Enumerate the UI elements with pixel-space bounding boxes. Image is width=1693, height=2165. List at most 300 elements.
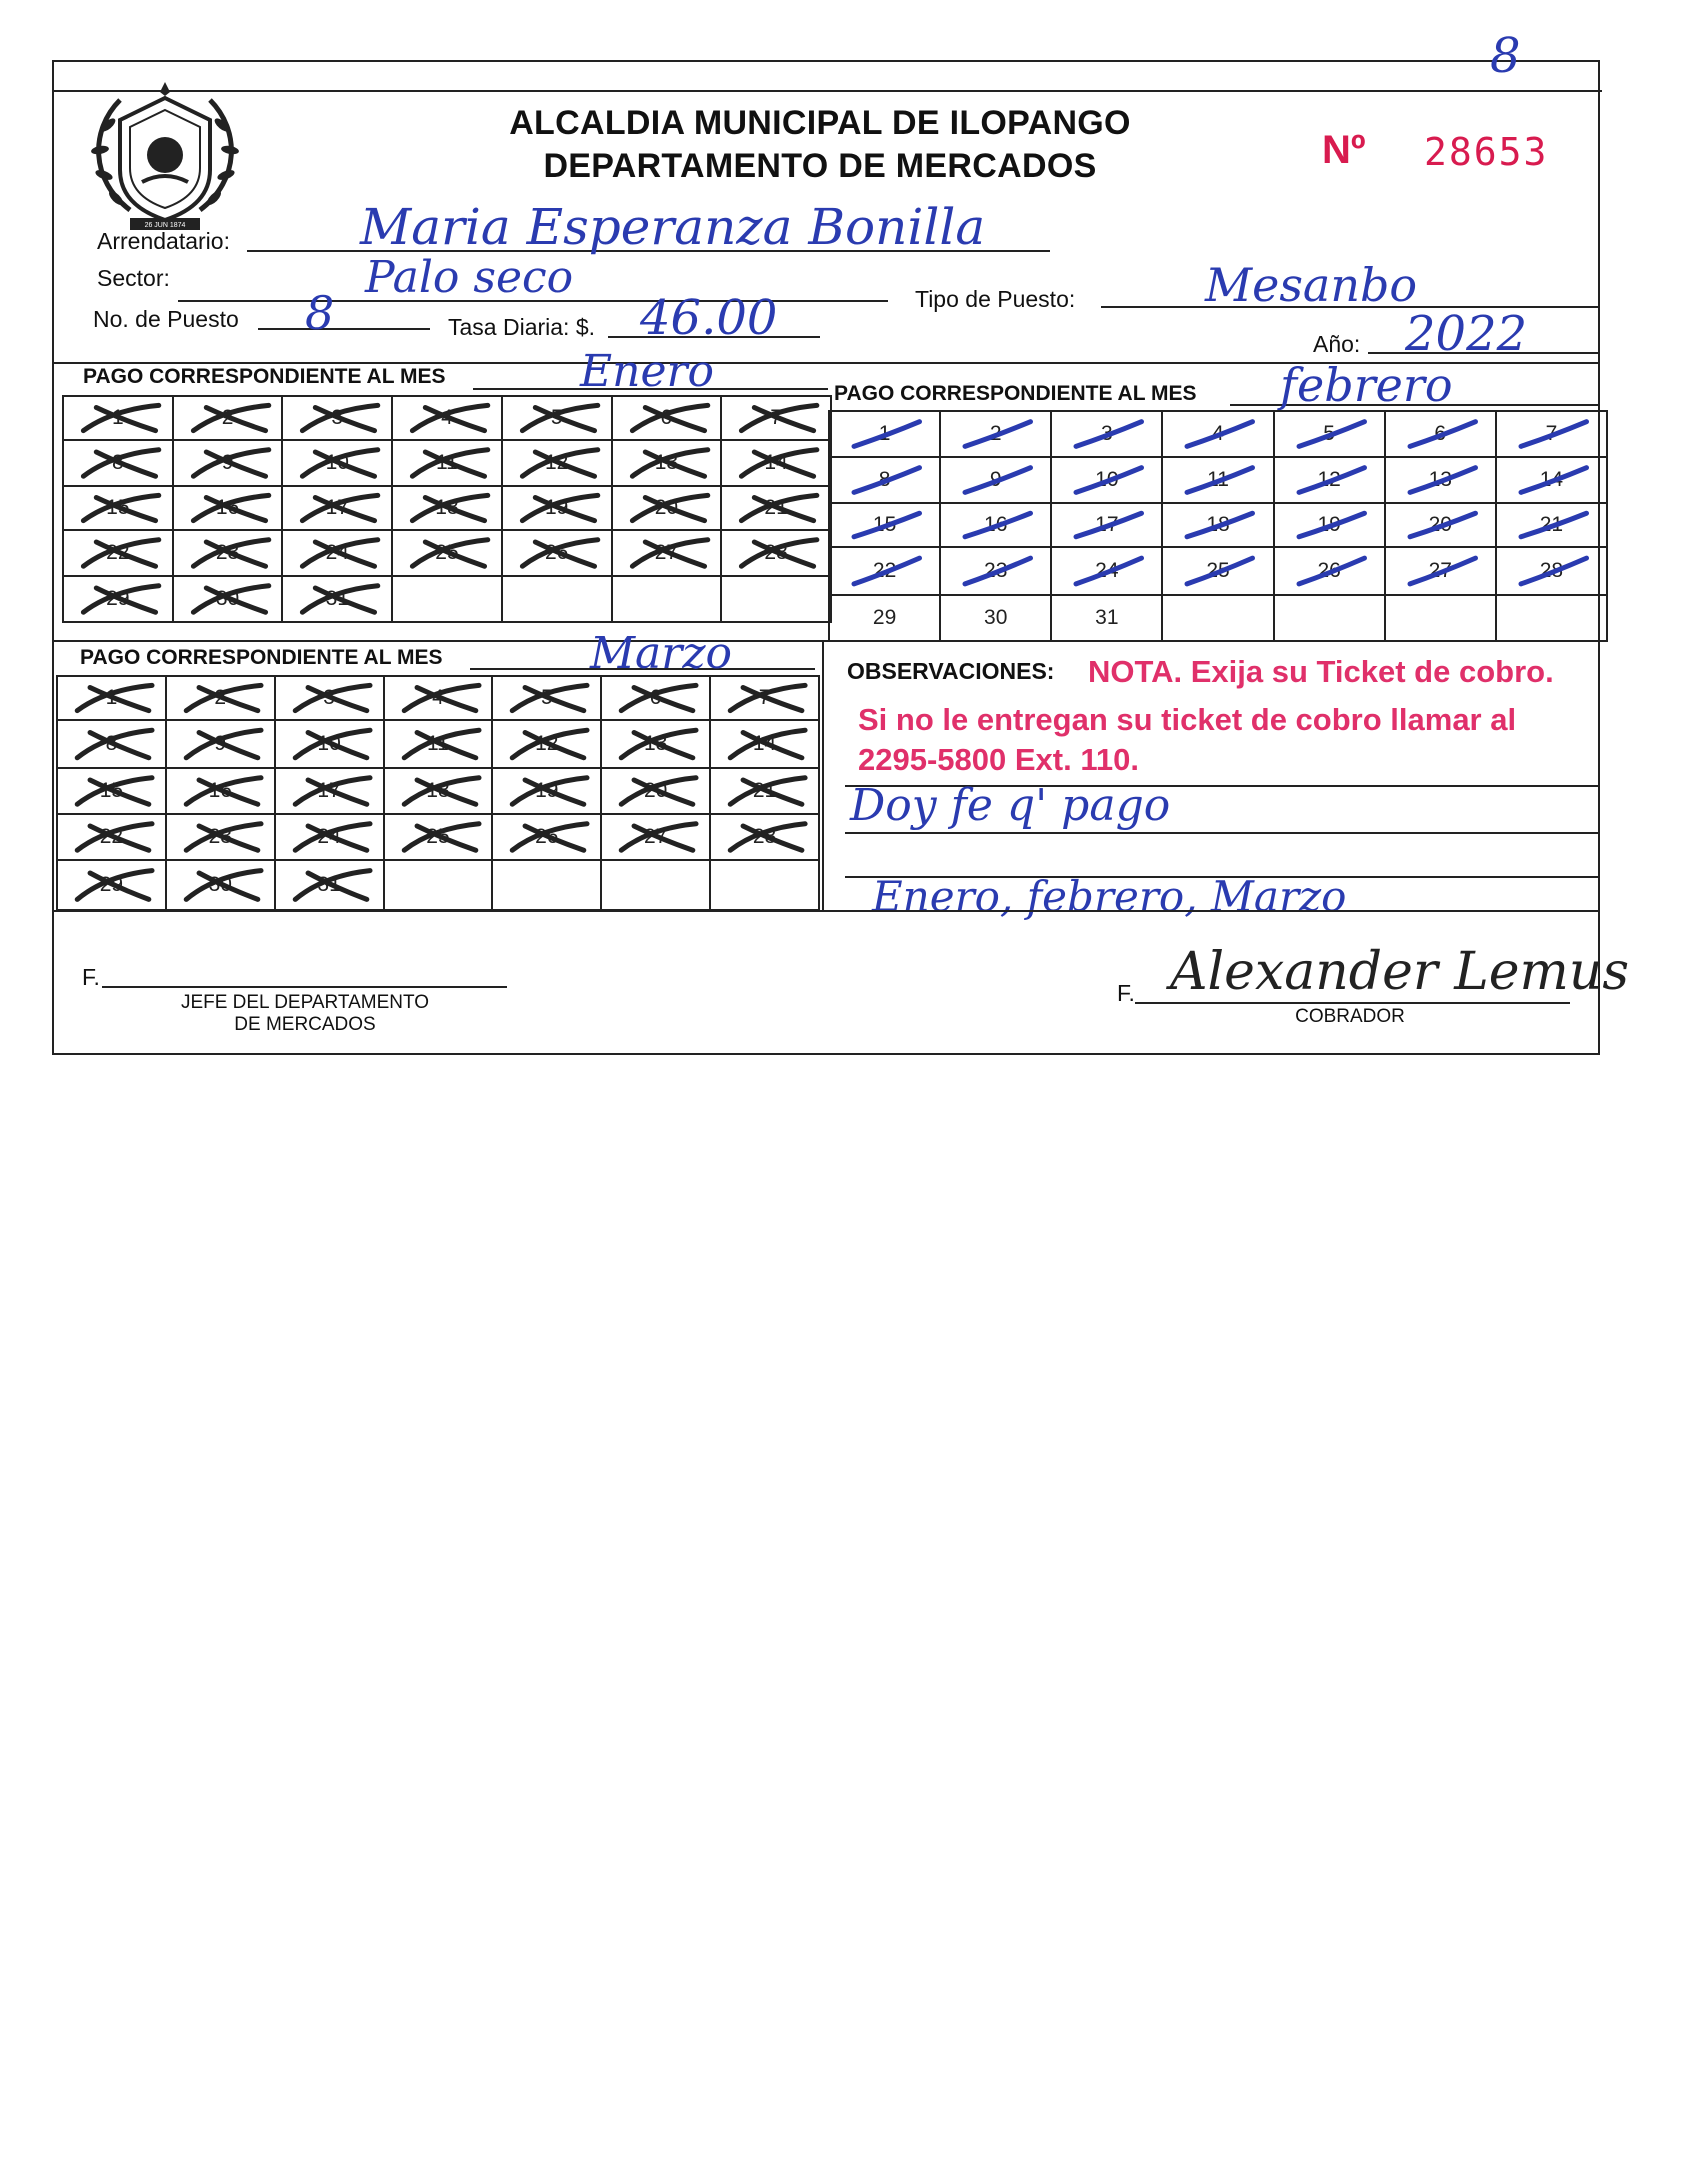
enero-day-number: 8 — [112, 451, 124, 474]
febrero-day-cell — [1051, 457, 1162, 503]
marzo-day-cell — [275, 720, 384, 768]
enero-day-number: 4 — [441, 406, 453, 429]
checkmark-strike-icon — [1163, 458, 1272, 502]
enero-day-cell — [173, 440, 283, 486]
checkmark-strike-icon — [941, 412, 1050, 456]
enero-grid-row — [63, 396, 831, 440]
sector-label: Sector: — [97, 265, 170, 291]
febrero-days-grid — [828, 410, 1608, 642]
marzo-day-cell — [275, 814, 384, 860]
marzo-day-cell — [492, 676, 601, 720]
checkmark-strike-icon — [503, 441, 611, 485]
enero-grid-row — [63, 440, 831, 486]
marzo-day-number: 22 — [99, 825, 124, 848]
checkmark-strike-icon — [393, 487, 501, 529]
anio-label: Año: — [1313, 331, 1361, 357]
marzo-day-cell — [275, 860, 384, 910]
febrero-day-cell — [1385, 503, 1496, 547]
marzo-day-cell — [57, 720, 166, 768]
marzo-grid-row — [57, 860, 819, 910]
checkmark-strike-icon — [941, 504, 1050, 546]
checkmark-strike-icon — [1275, 458, 1384, 502]
enero-day-cell — [721, 440, 831, 486]
checkmark-strike-icon — [1497, 548, 1606, 594]
enero-day-cell — [392, 486, 502, 530]
febrero-day-number: 19 — [1317, 513, 1341, 536]
marzo-day-number: 28 — [752, 825, 777, 848]
enero-day-number: 20 — [654, 496, 679, 519]
checkmark-strike-icon — [58, 721, 165, 767]
febrero-day-number: 28 — [1539, 559, 1564, 582]
febrero-day-number: 29 — [872, 606, 897, 629]
marzo-day-cell — [275, 676, 384, 720]
febrero-day-cell — [940, 411, 1051, 457]
checkmark-strike-icon — [830, 458, 939, 502]
marzo-day-cell — [166, 860, 275, 910]
marzo-day-number: 1 — [105, 686, 118, 709]
febrero-day-number: 12 — [1317, 468, 1341, 491]
marzo-section-title: PAGO CORRESPONDIENTE AL MES — [80, 646, 443, 669]
enero-day-number: 31 — [325, 587, 349, 610]
enero-day-number: 14 — [764, 451, 788, 474]
febrero-day-cell — [1274, 457, 1385, 503]
febrero-day-number: 16 — [984, 513, 1008, 536]
febrero-day-number: 2 — [989, 422, 1002, 445]
checkmark-strike-icon — [1386, 458, 1495, 502]
checkmark-strike-icon — [276, 815, 383, 859]
enero-day-cell — [721, 396, 831, 440]
checkmark-strike-icon — [503, 487, 611, 529]
checkmark-strike-icon — [58, 861, 165, 909]
enero-grid-row — [63, 486, 831, 530]
enero-day-number: 12 — [544, 451, 569, 474]
enero-day-cell — [282, 530, 392, 576]
febrero-grid-row — [829, 503, 1607, 547]
checkmark-strike-icon — [602, 815, 709, 859]
checkmark-strike-icon — [602, 721, 709, 767]
marzo-value: Marzo — [590, 628, 732, 679]
febrero-day-number: 18 — [1206, 513, 1230, 536]
checkmark-strike-icon — [385, 769, 492, 813]
checkmark-strike-icon — [722, 397, 830, 439]
febrero-day-number: 24 — [1095, 559, 1119, 582]
marzo-day-cell — [57, 814, 166, 860]
febrero-grid-row — [829, 547, 1607, 595]
marzo-grid-row — [57, 720, 819, 768]
cobrador-signature-prefix: F. — [1117, 980, 1135, 1006]
febrero-day-number: 13 — [1428, 468, 1452, 491]
checkmark-strike-icon — [174, 531, 282, 575]
marzo-day-cell — [166, 676, 275, 720]
marzo-day-cell — [384, 860, 493, 910]
marzo-day-number: 31 — [317, 873, 341, 896]
enero-day-number: 16 — [215, 496, 240, 519]
checkmark-strike-icon — [1497, 458, 1606, 502]
cobrador-signature: Alexander Lemus — [1170, 942, 1630, 1002]
marzo-day-number: 17 — [317, 779, 341, 802]
marzo-day-number: 11 — [427, 732, 449, 755]
checkmark-strike-icon — [722, 441, 830, 485]
febrero-day-number: 1 — [878, 422, 891, 445]
febrero-day-cell — [1274, 503, 1385, 547]
febrero-value: febrero — [1280, 358, 1453, 412]
enero-day-cell — [392, 530, 502, 576]
checkmark-strike-icon — [613, 397, 721, 439]
febrero-day-number: 4 — [1212, 422, 1224, 445]
marzo-day-number: 27 — [643, 825, 668, 848]
checkmark-strike-icon — [493, 769, 600, 813]
checkmark-strike-icon — [58, 677, 165, 719]
puesto-label: No. de Puesto — [93, 306, 239, 332]
febrero-day-cell — [1162, 457, 1273, 503]
checkmark-strike-icon — [1275, 548, 1384, 594]
febrero-day-cell — [1162, 547, 1273, 595]
marzo-day-number: 18 — [426, 779, 450, 802]
marzo-day-number: 8 — [105, 732, 118, 755]
tipo-puesto-value: Mesanbo — [1205, 258, 1418, 312]
checkmark-strike-icon — [276, 769, 383, 813]
enero-day-number: 7 — [770, 406, 782, 429]
enero-day-cell — [173, 576, 283, 622]
marzo-day-cell — [710, 768, 819, 814]
febrero-day-cell — [829, 457, 940, 503]
enero-days-grid — [62, 395, 832, 623]
enero-day-number: 9 — [221, 451, 234, 474]
checkmark-strike-icon — [1163, 412, 1272, 456]
febrero-day-cell — [1274, 411, 1385, 457]
enero-day-cell — [173, 530, 283, 576]
febrero-day-cell — [829, 595, 940, 641]
febrero-day-number: 25 — [1206, 559, 1230, 582]
checkmark-strike-icon — [393, 531, 501, 575]
febrero-day-cell — [940, 457, 1051, 503]
checkmark-strike-icon — [1052, 458, 1161, 502]
febrero-day-number: 9 — [989, 468, 1002, 491]
marzo-day-number: 9 — [214, 732, 227, 755]
febrero-section-title: PAGO CORRESPONDIENTE AL MES — [834, 382, 1197, 405]
febrero-day-number: 20 — [1428, 513, 1452, 536]
febrero-day-number: 3 — [1101, 422, 1113, 445]
marzo-day-number: 26 — [535, 825, 559, 848]
marzo-day-cell — [601, 768, 710, 814]
febrero-day-cell — [1496, 457, 1607, 503]
checkmark-strike-icon — [167, 815, 274, 859]
checkmark-strike-icon — [493, 721, 600, 767]
checkmark-strike-icon — [174, 577, 282, 621]
marzo-day-number: 2 — [214, 686, 227, 709]
checkmark-strike-icon — [613, 531, 721, 575]
febrero-day-cell — [829, 411, 940, 457]
marzo-day-cell — [57, 676, 166, 720]
obs-vertical-divider — [822, 640, 824, 910]
checkmark-strike-icon — [64, 577, 172, 621]
febrero-day-number: 26 — [1317, 559, 1341, 582]
enero-grid-row — [63, 576, 831, 622]
marzo-day-cell — [601, 860, 710, 910]
febrero-day-number: 22 — [872, 559, 897, 582]
checkmark-strike-icon — [1275, 412, 1384, 456]
enero-day-cell — [392, 396, 502, 440]
febrero-day-cell — [1385, 411, 1496, 457]
enero-day-number: 24 — [325, 541, 349, 564]
enero-value: Enero — [580, 346, 715, 397]
enero-day-cell — [502, 530, 612, 576]
enero-day-cell — [502, 440, 612, 486]
jefe-label-2: DE MERCADOS — [234, 1014, 376, 1035]
checkmark-strike-icon — [174, 441, 282, 485]
marzo-day-cell — [710, 860, 819, 910]
checkmark-strike-icon — [503, 531, 611, 575]
checkmark-strike-icon — [711, 769, 818, 813]
enero-day-cell — [63, 530, 173, 576]
enero-day-number: 5 — [550, 406, 563, 429]
ticket-number: 28653 — [1424, 130, 1549, 174]
tipo-puesto-label: Tipo de Puesto: — [915, 286, 1076, 312]
febrero-grid-row — [829, 411, 1607, 457]
marzo-days-grid — [56, 675, 820, 911]
checkmark-strike-icon — [64, 531, 172, 575]
enero-day-cell — [721, 576, 831, 622]
febrero-day-cell — [1274, 595, 1385, 641]
enero-day-number: 17 — [325, 496, 349, 519]
checkmark-strike-icon — [167, 721, 274, 767]
febrero-grid-row — [829, 457, 1607, 503]
febrero-day-cell — [1496, 595, 1607, 641]
enero-day-number: 25 — [435, 541, 459, 564]
corner-handwritten-mark: 8 — [1490, 28, 1521, 84]
checkmark-strike-icon — [1052, 548, 1161, 594]
checkmark-strike-icon — [711, 677, 818, 719]
enero-day-cell — [282, 486, 392, 530]
checkmark-strike-icon — [393, 397, 501, 439]
checkmark-strike-icon — [167, 769, 274, 813]
municipal-crest-icon — [80, 70, 250, 240]
checkmark-strike-icon — [1497, 412, 1606, 456]
marzo-day-cell — [492, 814, 601, 860]
febrero-day-number: 8 — [878, 468, 891, 491]
checkmark-strike-icon — [1497, 504, 1606, 546]
marzo-day-number: 14 — [752, 732, 777, 755]
checkmark-strike-icon — [711, 815, 818, 859]
febrero-day-cell — [1162, 411, 1273, 457]
cobrador-signature-line — [1135, 1002, 1570, 1004]
enero-day-cell — [612, 530, 722, 576]
enero-day-cell — [612, 396, 722, 440]
mid-divider — [52, 640, 1600, 642]
enero-day-cell — [721, 530, 831, 576]
enero-day-cell — [282, 440, 392, 486]
top-rule — [54, 90, 1602, 92]
nota-line-2: Si no le entregan su ticket de cobro llamar al — [858, 702, 1517, 737]
enero-day-cell — [63, 576, 173, 622]
checkmark-strike-icon — [722, 487, 830, 529]
checkmark-strike-icon — [613, 487, 721, 529]
febrero-day-number: 11 — [1207, 468, 1229, 491]
checkmark-strike-icon — [722, 531, 830, 575]
enero-day-number: 19 — [544, 496, 569, 519]
checkmark-strike-icon — [385, 677, 492, 719]
febrero-day-cell — [940, 503, 1051, 547]
marzo-day-number: 16 — [208, 779, 232, 802]
marzo-day-cell — [384, 814, 493, 860]
enero-day-number: 10 — [325, 451, 349, 474]
marzo-day-cell — [710, 720, 819, 768]
enero-day-number: 21 — [764, 496, 788, 519]
checkmark-strike-icon — [385, 815, 492, 859]
checkmark-strike-icon — [1275, 504, 1384, 546]
checkmark-strike-icon — [1386, 412, 1495, 456]
enero-day-cell — [63, 440, 173, 486]
marzo-day-cell — [710, 676, 819, 720]
marzo-day-number: 30 — [208, 873, 232, 896]
marzo-day-cell — [275, 768, 384, 814]
marzo-day-number: 15 — [99, 779, 124, 802]
checkmark-strike-icon — [64, 487, 172, 529]
enero-day-number: 11 — [436, 451, 458, 474]
marzo-day-number: 23 — [208, 825, 232, 848]
enero-day-cell — [502, 486, 612, 530]
checkmark-strike-icon — [602, 769, 709, 813]
enero-day-cell — [612, 576, 722, 622]
checkmark-strike-icon — [276, 677, 383, 719]
enero-section-title: PAGO CORRESPONDIENTE AL MES — [83, 365, 446, 388]
enero-day-cell — [282, 396, 392, 440]
checkmark-strike-icon — [830, 548, 939, 594]
enero-day-cell — [173, 396, 283, 440]
crest-date: 26 JUN 1874 — [144, 222, 186, 229]
checkmark-strike-icon — [167, 677, 274, 719]
puesto-value: 8 — [305, 286, 335, 340]
nota-line-3: 2295-5800 Ext. 110. — [858, 742, 1139, 777]
checkmark-strike-icon — [941, 548, 1050, 594]
marzo-day-number: 13 — [643, 732, 668, 755]
febrero-day-cell — [829, 547, 940, 595]
febrero-day-number: 17 — [1095, 513, 1119, 536]
checkmark-strike-icon — [711, 721, 818, 767]
checkmark-strike-icon — [58, 769, 165, 813]
febrero-day-number: 15 — [872, 513, 897, 536]
enero-day-number: 28 — [764, 541, 788, 564]
enero-day-cell — [282, 576, 392, 622]
febrero-day-cell — [1385, 457, 1496, 503]
marzo-day-cell — [384, 720, 493, 768]
marzo-day-cell — [166, 768, 275, 814]
marzo-grid-row — [57, 676, 819, 720]
checkmark-strike-icon — [283, 397, 391, 439]
checkmark-strike-icon — [1386, 548, 1495, 594]
tasa-label: Tasa Diaria: $. — [448, 314, 596, 340]
marzo-day-cell — [384, 768, 493, 814]
marzo-day-cell — [492, 720, 601, 768]
marzo-day-cell — [710, 814, 819, 860]
febrero-day-cell — [1051, 595, 1162, 641]
marzo-day-number: 5 — [540, 686, 553, 709]
enero-day-cell — [502, 576, 612, 622]
marzo-day-cell — [57, 768, 166, 814]
marzo-day-cell — [384, 676, 493, 720]
marzo-day-number: 20 — [643, 779, 668, 802]
enero-day-cell — [721, 486, 831, 530]
febrero-day-number: 10 — [1095, 468, 1119, 491]
checkmark-strike-icon — [393, 441, 501, 485]
febrero-day-cell — [1051, 411, 1162, 457]
marzo-grid-row — [57, 768, 819, 814]
marzo-day-number: 19 — [535, 779, 559, 802]
checkmark-strike-icon — [1386, 504, 1495, 546]
checkmark-strike-icon — [385, 721, 492, 767]
febrero-day-number: 23 — [984, 559, 1008, 582]
checkmark-strike-icon — [64, 397, 172, 439]
checkmark-strike-icon — [174, 487, 282, 529]
febrero-day-number: 14 — [1539, 468, 1564, 491]
checkmark-strike-icon — [283, 531, 391, 575]
febrero-day-cell — [1051, 547, 1162, 595]
marzo-day-number: 21 — [752, 779, 777, 802]
enero-day-cell — [502, 396, 612, 440]
enero-day-number: 6 — [660, 406, 673, 429]
checkmark-strike-icon — [1052, 412, 1161, 456]
signature-divider — [52, 910, 1600, 912]
checkmark-strike-icon — [283, 577, 391, 621]
observaciones-label: OBSERVACIONES: — [847, 658, 1055, 684]
checkmark-strike-icon — [276, 861, 383, 909]
febrero-day-cell — [1162, 595, 1273, 641]
observaciones-handwritten-2: Enero, febrero, Marzo — [872, 872, 1347, 921]
marzo-day-cell — [166, 814, 275, 860]
enero-day-number: 18 — [435, 496, 459, 519]
febrero-day-number: 31 — [1095, 606, 1119, 629]
checkmark-strike-icon — [941, 458, 1050, 502]
arrendatario-value: Maria Esperanza Bonilla — [360, 198, 986, 256]
ticket-number-label: Nº — [1322, 128, 1366, 172]
jefe-label-1: JEFE DEL DEPARTAMENTO — [180, 992, 430, 1013]
febrero-day-number: 27 — [1428, 559, 1452, 582]
febrero-day-cell — [1162, 503, 1273, 547]
marzo-day-cell — [57, 860, 166, 910]
nota-line-1: NOTA. Exija su Ticket de cobro. — [1088, 654, 1554, 689]
observaciones-line-2 — [845, 832, 1600, 834]
checkmark-strike-icon — [167, 861, 274, 909]
checkmark-strike-icon — [613, 441, 721, 485]
marzo-day-number: 10 — [317, 732, 341, 755]
checkmark-strike-icon — [64, 441, 172, 485]
marzo-day-cell — [601, 814, 710, 860]
checkmark-strike-icon — [1163, 504, 1272, 546]
cobrador-label: COBRADOR — [1295, 1006, 1405, 1027]
febrero-day-cell — [1274, 547, 1385, 595]
sector-value: Palo seco — [365, 252, 574, 303]
marzo-grid-row — [57, 814, 819, 860]
checkmark-strike-icon — [58, 815, 165, 859]
anio-value: 2022 — [1405, 306, 1528, 362]
febrero-day-cell — [1051, 503, 1162, 547]
febrero-grid-row — [829, 595, 1607, 641]
checkmark-strike-icon — [1052, 504, 1161, 546]
header-title-line2: DEPARTAMENTO DE MERCADOS — [543, 147, 1097, 185]
enero-day-number: 29 — [106, 587, 130, 610]
febrero-day-cell — [1385, 547, 1496, 595]
checkmark-strike-icon — [602, 677, 709, 719]
febrero-day-number: 30 — [984, 606, 1008, 629]
checkmark-strike-icon — [276, 721, 383, 767]
checkmark-strike-icon — [503, 397, 611, 439]
marzo-day-number: 25 — [426, 825, 450, 848]
febrero-day-number: 21 — [1539, 513, 1564, 536]
tasa-value: 46.00 — [640, 290, 778, 346]
enero-day-number: 1 — [112, 406, 124, 429]
marzo-day-number: 24 — [317, 825, 341, 848]
enero-day-number: 15 — [106, 496, 130, 519]
